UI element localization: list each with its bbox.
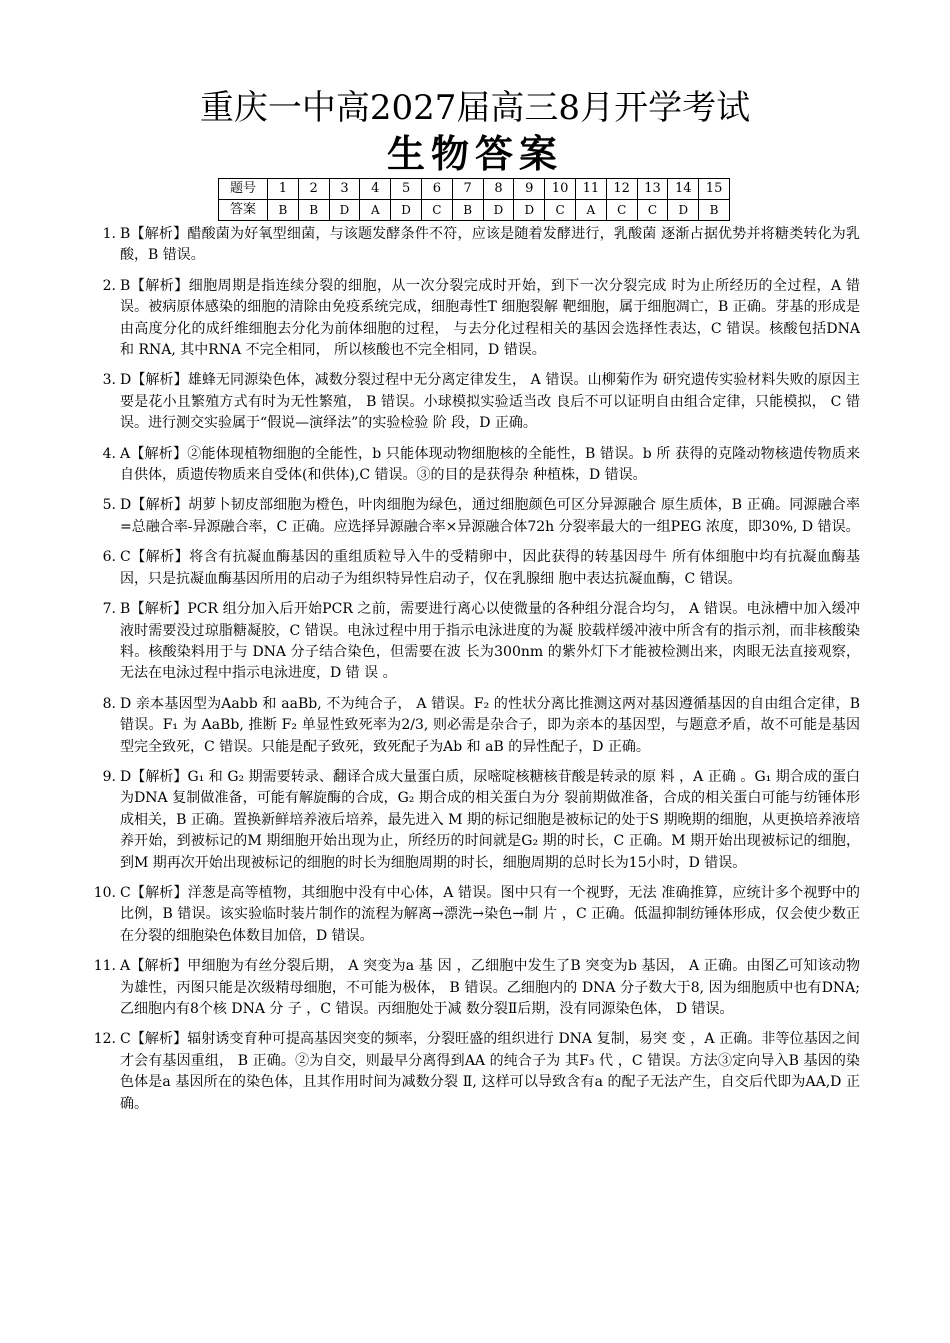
item-number: 5. [102,497,116,514]
question-number-cell: 3 [329,179,360,200]
question-number-cell: 11 [575,179,606,200]
explanation-item [88,694,860,758]
explanation-item [88,276,860,362]
explanation-item [88,767,860,874]
question-number-cell: 15 [699,179,730,200]
answer-cell: B [452,200,483,221]
question-number-cell: 14 [668,179,699,200]
question-number-row [219,179,730,200]
explanation-item [88,370,860,434]
explanation-item [88,495,860,538]
answer-cell: A [575,200,606,221]
question-number-cell: 10 [545,179,576,200]
item-text: D【解析】G₁ 和 G₂ 期需要转录、翻译合成大量蛋白质，尿嘧啶核糖核苷酸是转录的原 料 ，A 正确 。G₁ 期合成的蛋白为DNA 复制做准备，可能有解旋酶的合成，G₂ 期合成的相关蛋白为分 裂前期做准备，合成的相关蛋白可能与纺锤体形成相关，B 正确。置换新鲜培养液后培养，最先进入 M 期的标记细胞是被标记的处于S 期晚期的细胞，从更换培养液培养开始，到被标记的M 期细胞开始出现为止，所经历的时间就是G₂ 期的时长，C 正确。M 期开始出现被标记的细胞，到M 期再次开始出现被标记的细胞的时长为细胞周期的时长，细胞周期的总时长为15小时，D 错误。 [120,768,860,871]
item-number: 10. [93,884,116,901]
row-label-answer: 答案 [219,200,268,221]
item-text: D【解析】雄蜂无同源染色体，减数分裂过程中无分离定律发生， A 错误。山柳菊作为 研究遗传实验材料失败的原因主要是花小且繁殖方式有时为无性繁殖， B 错误。小球模拟实验适当改 良后不可以证明自由组合定律，只能模拟， C 错误。进行测交实验属于“假说—演绎法”的实验检验 阶 段，D 正确。 [120,372,860,432]
question-number-cell: 1 [268,179,299,200]
explanation-item [88,444,860,487]
item-text: A【解析】甲细胞为有丝分裂后期， A 突变为a 基 因 ，乙细胞中发生了B 突变为b 基因， A 正确。由图乙可知该动物为雄性，丙图只能是次级精母细胞，不可能为极体， B 错误。乙细胞内的 DNA 分子数大于8, 因为细胞质中也有DNA; 乙细胞内有8个核 DNA 分 子 ，C 错误。丙细胞处于减 数分裂Ⅱ后期，没有同源染色体， D 错误。 [120,958,860,1017]
question-number-cell: 6 [421,179,452,200]
item-number: 1. [102,226,116,242]
item-number: 11. [93,958,116,975]
question-number-cell: 5 [391,179,422,200]
item-number: 4. [102,445,116,462]
item-number: 2. [102,277,116,294]
answer-cell: D [391,200,422,221]
answer-cell: A [360,200,391,221]
item-number: 7. [102,601,116,618]
item-text: C【解析】辐射诱变育种可提高基因突变的频率，分裂旺盛的组织进行 DNA 复制，易突 变 ，A 正确。非等位基因之间才会有基因重组， B 正确。②为自交，则最早分离得到AA 的纯合子为 其F₃ 代 ，C 错误。方法③定向导入B 基因的染色体是a 基因所在的染色体，且其作用时间为减数分裂 Ⅱ, 这样可以导致含有a 的配子无法产生，自交后代即为AA,D 正确。 [120,1031,860,1112]
answer-cell: C [545,200,576,221]
item-text: D 亲本基因型为Aabb 和 aaBb, 不为纯合子， A 错误。F₂ 的性状分离比推测这两对基因遵循基因的自由组合定律，B 错误。F₁ 为 AaBb, 推断 F₂ 单显性致死率为2/3, 则必需是杂合子，即为亲本的基因型，与题意矛盾，故不可能是基因型完全致死，C 错误。只能是配子致死，致死配子为Ab 和 aB 的异性配子，D 正确。 [120,695,860,755]
explanation-list [88,224,860,1124]
item-text: C【解析】洋葱是高等植物，其细胞中没有中心体，A 错误。图中只有一个视野，无法 准确推算，应统计多个视野中的比例，B 错误。该实验临时装片制作的流程为解离→漂洗→染色→制 片 ，C 正确。低温抑制纺锤体形成，仅会使少数正在分裂的细胞染色体数目加倍，D 错误。 [120,884,860,944]
answer-cell: D [668,200,699,221]
explanation-item [88,599,860,685]
answer-row [219,200,730,221]
explanation-item [88,956,860,1020]
explanation-item [88,547,860,590]
item-number: 8. [102,695,116,712]
question-number-cell: 9 [514,179,545,200]
question-number-cell: 8 [483,179,514,200]
question-number-cell: 2 [298,179,329,200]
answer-cell: C [421,200,452,221]
item-number: 12. [93,1031,116,1048]
answer-key-table [218,178,730,221]
explanation-item [88,883,860,947]
answer-cell: B [268,200,299,221]
item-text: B【解析】PCR 组分加入后开始PCR 之前，需要进行离心以使微量的各种组分混合均匀， A 错误。电泳槽中加入缓冲液时需要没过琼脂糖凝胶，C 错误。电泳过程中用于指示电泳进度的为凝 胶载样缓冲液中所含有的指示剂，而非核酸染料。核酸染料用于与 DNA 分子结合染色，但需要在波 长为300nm 的紫外灯下才能被检测出来，肉眼无法直接观察，无法在电泳过程中指示电泳进度，D 错 误 。 [120,601,860,682]
explanation-item [88,1029,860,1115]
answer-cell: B [298,200,329,221]
page-subtitle: 生物答案 [386,131,563,176]
page-title: 重庆一中高2027届高三8月开学考试 [199,88,751,128]
item-number: 6. [102,549,116,566]
item-text: C【解析】将含有抗凝血酶基因的重组质粒导入牛的受精卵中，因此获得的转基因母牛 所有体细胞中均有抗凝血酶基因，只是抗凝血酶基因所用的启动子为组织特异性启动子，仅在乳腺细 胞中表达抗凝血酶，C 错误。 [120,549,860,587]
question-number-cell: 13 [637,179,668,200]
answer-cell: B [699,200,730,221]
answer-cell: C [606,200,637,221]
answer-cell: D [514,200,545,221]
question-number-cell: 7 [452,179,483,200]
row-label-question-number: 题号 [219,179,268,200]
explanation-item [88,224,860,267]
question-number-cell: 4 [360,179,391,200]
answer-cell: C [637,200,668,221]
answer-cell: D [483,200,514,221]
item-text: B【解析】醋酸菌为好氧型细菌，与该题发酵条件不符，应该是随着发酵进行，乳酸菌 逐渐占据优势并将糖类转化为乳酸，B 错误。 [120,226,860,264]
item-number: 3. [102,372,116,389]
item-text: D【解析】胡萝卜韧皮部细胞为橙色，叶肉细胞为绿色，通过细胞颜色可区分异源融合 原生质体，B 正确。同源融合率=总融合率-异源融合率，C 正确。应选择异源融合率×异源融合体72h 分裂率最大的一组PEG 浓度，即30%, D 错误。 [120,497,860,535]
item-text: B【解析】细胞周期是指连续分裂的细胞，从一次分裂完成时开始，到下一次分裂完成 时为止所经历的全过程，A 错误。被病原体感染的细胞的清除由免疫系统完成，细胞毒性T 细胞裂解 靶细胞，属于细胞凋亡，B 正确。芽基的形成是由高度分化的成纤维细胞去分化为前体细胞的过程， 与去分化过程相关的基因会选择性表达，C 错误。核酸包括DNA 和 RNA, 其中RNA 不完全相同， 所以核酸也不完全相同，D 错误。 [120,277,860,359]
answer-cell: D [329,200,360,221]
item-text: A【解析】②能体现植物细胞的全能性，b 只能体现动物细胞核的全能性，B 错误。b 所 获得的克隆动物核遗传物质来自供体，质遗传物质来自受体(和供体),C 错误。③的目的是获得杂 种植株，D 错误。 [120,445,860,484]
question-number-cell: 12 [606,179,637,200]
item-number: 9. [102,768,116,785]
